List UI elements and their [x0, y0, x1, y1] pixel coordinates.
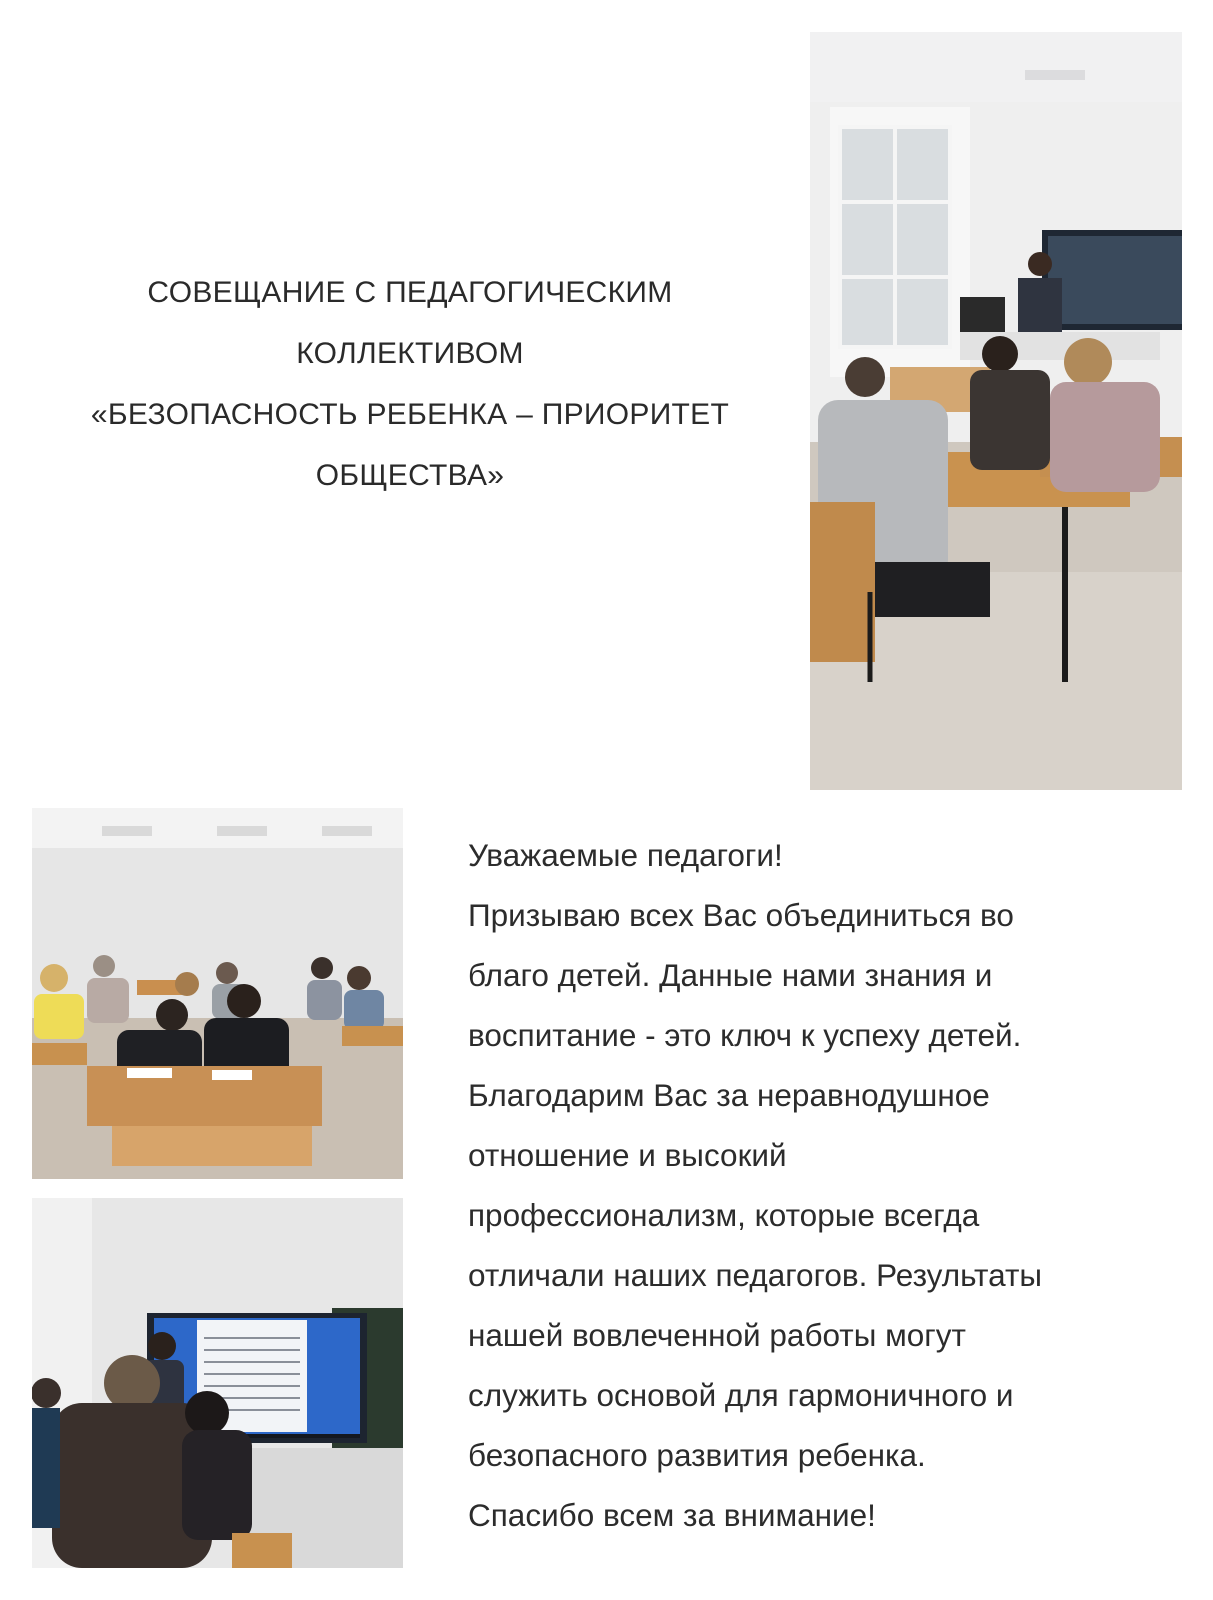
- message-line-7: профессионализм, которые всегда: [468, 1197, 980, 1233]
- message-line-12: Спасибо всем за внимание!: [468, 1497, 876, 1533]
- message-line-6: отношение и высокий: [468, 1137, 787, 1173]
- title-line-3: «БЕЗОПАСНОСТЬ РЕБЕНКА – ПРИОРИТЕТ: [90, 398, 730, 431]
- message-line-10: служить основой для гармоничного и: [468, 1377, 1014, 1413]
- message-text: [468, 825, 1168, 1545]
- meeting-photo-board: [32, 1198, 403, 1568]
- page-title: [72, 262, 748, 506]
- message-line-11: безопасного развития ребенка.: [468, 1437, 926, 1473]
- message-line-5: Благодарим Вас за неравнодушное: [468, 1077, 990, 1113]
- message-line-8: отличали наших педагогов. Результаты: [468, 1257, 1043, 1293]
- message-line-1: Уважаемые педагоги!: [468, 837, 783, 873]
- meeting-photo-presenter: [810, 32, 1182, 790]
- title-line-4: ОБЩЕСТВА»: [315, 459, 505, 492]
- message-line-3: благо детей. Данные нами знания и: [468, 957, 993, 993]
- title-line-2: КОЛЛЕКТИВОМ: [296, 337, 524, 370]
- message-line-9: нашей вовлеченной работы могут: [468, 1317, 966, 1353]
- message-line-4: воспитание - это ключ к успеху детей.: [468, 1017, 1022, 1053]
- meeting-photo-teachers: [32, 808, 403, 1179]
- title-line-1: СОВЕЩАНИЕ С ПЕДАГОГИЧЕСКИМ: [147, 276, 673, 309]
- message-line-2: Призываю всех Вас объединиться во: [468, 897, 1014, 933]
